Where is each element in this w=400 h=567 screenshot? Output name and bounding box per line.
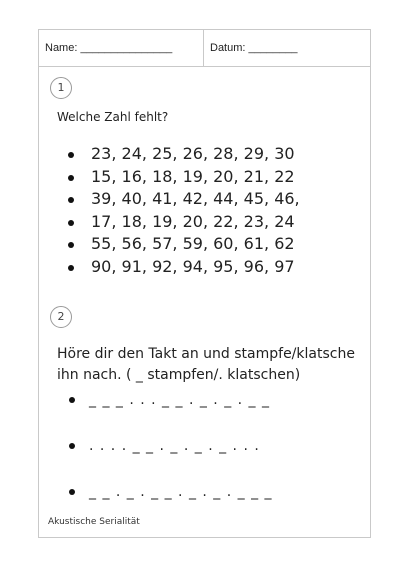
rhythm-pattern: _ _ . _ . _ _ . _ . _ . _ _ _	[65, 484, 273, 530]
name-field: Name: _______________	[45, 42, 173, 54]
task-2-instruction-line-1: Höre dir den Takt an und stampfe/klatsche	[57, 346, 355, 362]
list-item: 90, 91, 92, 94, 95, 96, 97	[65, 256, 300, 279]
list-item: 39, 40, 41, 42, 44, 45, 46,	[65, 188, 300, 211]
task-2-instruction	[57, 344, 357, 386]
header-row	[39, 30, 370, 67]
rhythm-pattern-list	[65, 392, 273, 530]
list-item: 23, 24, 25, 26, 28, 29, 30	[65, 143, 300, 166]
list-item: 55, 56, 57, 59, 60, 61, 62	[65, 233, 300, 256]
date-field: Datum: ________	[210, 42, 298, 54]
task-2-instruction-line-2: ihn nach. ( _ stampfen/. klatschen)	[57, 367, 301, 383]
task-1-number: 1	[50, 77, 72, 99]
task-2-number: 2	[50, 306, 72, 328]
list-item: 15, 16, 18, 19, 20, 21, 22	[65, 166, 300, 189]
task-1-instruction: Welche Zahl fehlt?	[57, 110, 169, 124]
list-item: 17, 18, 19, 20, 22, 23, 24	[65, 211, 300, 234]
header-divider	[203, 30, 204, 66]
rhythm-pattern: _ _ _ . . . _ _ . _ . _ . _ _	[65, 392, 273, 438]
rhythm-pattern: . . . . _ _ . _ . _ . _ . . .	[65, 438, 273, 484]
worksheet	[38, 29, 371, 538]
footer-label: Akustische Serialität	[48, 517, 140, 527]
number-sequence-list	[65, 143, 300, 279]
